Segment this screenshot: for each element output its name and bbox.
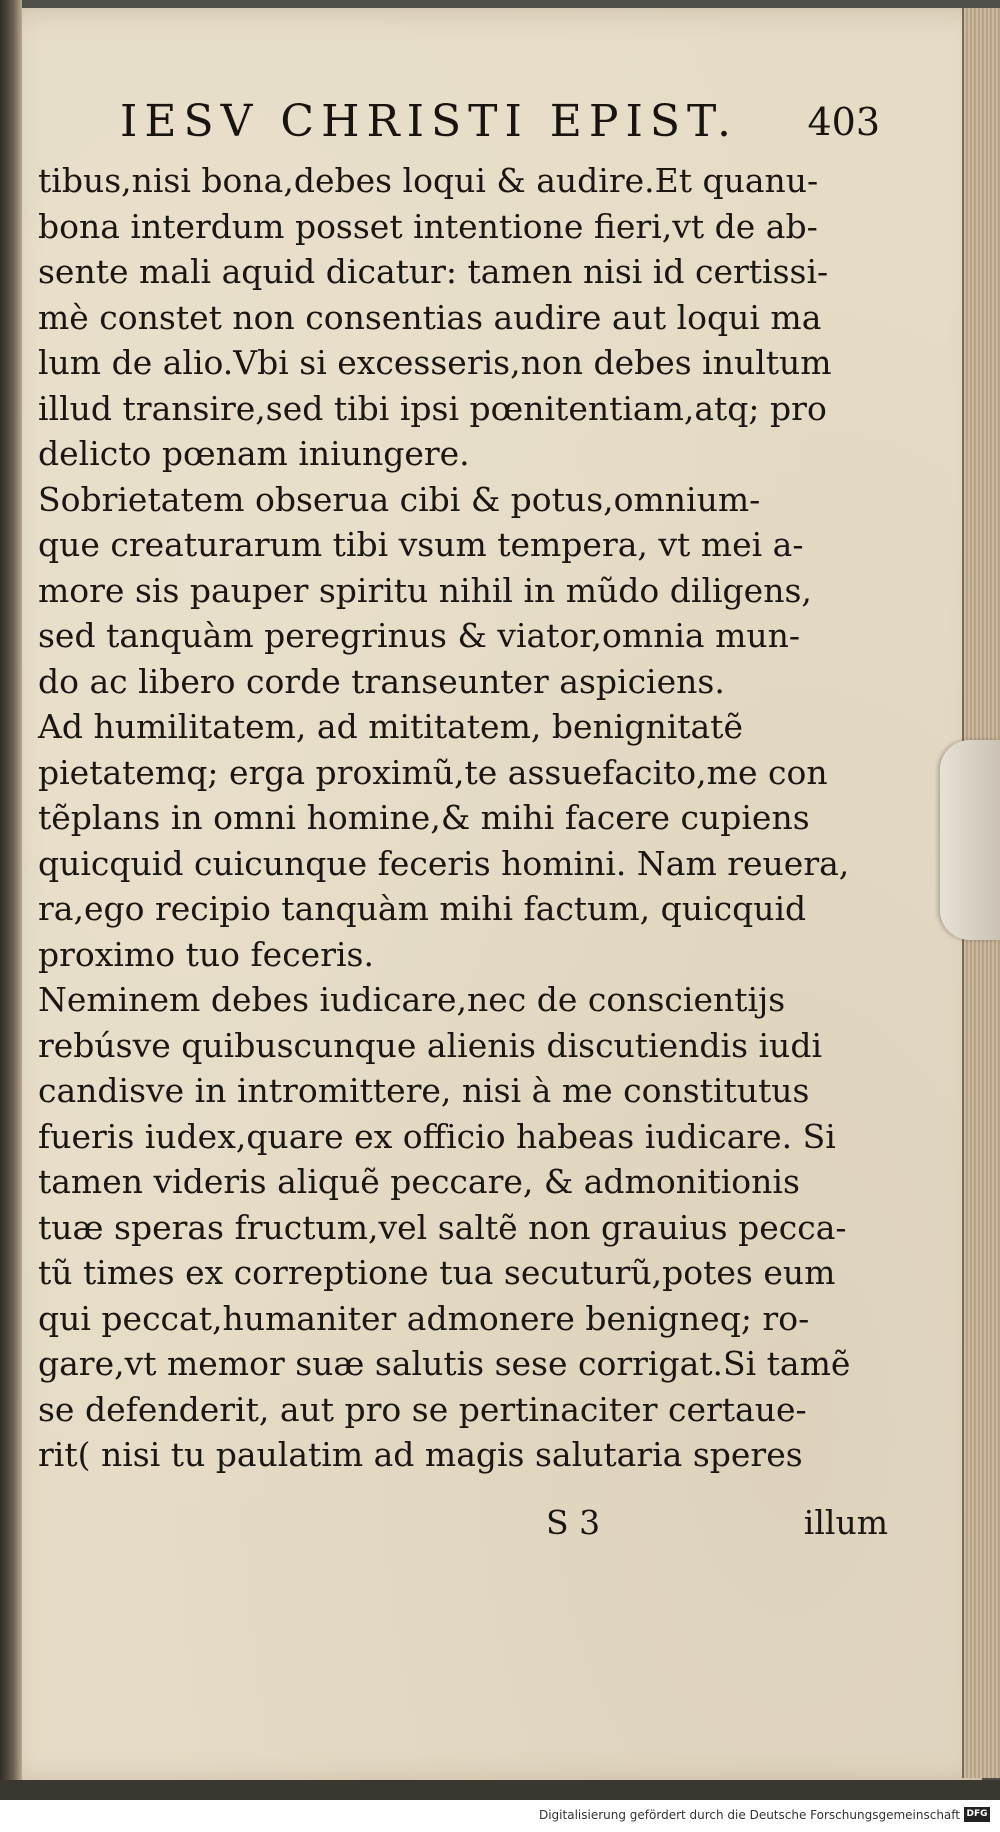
text-line: Neminem debes iudicare,nec de conscientijs: [38, 980, 786, 1019]
text-line: rit( nisi tu paulatim ad magis salutaria speres: [38, 1435, 803, 1474]
text-line: mè constet non consentias audire aut loqui ma: [38, 297, 822, 337]
text-line: tuæ speras fructum,vel saltẽ non grauius pecca-: [38, 1207, 847, 1247]
text-line: candisve in intromittere, nisi à me constitutus: [38, 1071, 810, 1110]
text-line: proximo tuo feceris.: [38, 934, 374, 974]
text-line: Sobrietatem obserua cibi & potus,omnium-: [38, 479, 761, 519]
signature-line: [38, 1503, 888, 1549]
gutter-shadow: [0, 0, 22, 1800]
page-number: 403: [807, 100, 880, 144]
text-line: illud transire,sed tibi ipsi pœnitentiam,atq; pro: [38, 388, 827, 428]
dfg-logo: DFG: [964, 1807, 990, 1822]
text-line: gare,vt memor suæ salutis sese corrigat.Si tamẽ: [38, 1344, 851, 1383]
text-line: tamen videris aliquẽ peccare, & admonitionis: [38, 1162, 800, 1201]
text-line: fueris iudex,quare ex officio habeas iudicare. Si: [38, 1116, 836, 1156]
text-line: do ac libero corde transeunter aspiciens.: [38, 661, 725, 701]
funding-credit: Digitalisierung gefördert durch die Deutsche Forschungsgemeinschaft: [538, 1808, 960, 1822]
text-line: rebúsve quibuscunque alienis discutiendis iudi: [38, 1025, 822, 1065]
text-line: sed tanquàm peregrinus & viator,omnia mun-: [38, 616, 801, 655]
text-line: ra,ego recipio tanquàm mihi factum, quicquid: [38, 889, 807, 928]
running-title: IESV CHRISTI EPIST.: [120, 96, 738, 147]
text-line: delicto pœnam iniungere.: [38, 434, 470, 473]
footer-bar: [0, 1800, 1000, 1832]
text-line: tẽplans in omni homine,& mihi facere cupiens: [38, 798, 810, 837]
text-line: tũ times ex correptione tua secuturũ,potes eum: [38, 1253, 836, 1292]
text-line: quicquid cuicunque feceris homini. Nam reuera,: [38, 843, 850, 883]
bottom-edge: [0, 1780, 1000, 1800]
text-line: se defenderit, aut pro se pertinaciter certaue-: [38, 1389, 807, 1429]
text-line: sente mali aquid dicatur: tamen nisi id certissi-: [38, 252, 829, 291]
text-line: bona interdum posset intentione fieri,vt de ab-: [38, 206, 818, 246]
text-line: pietatemq; erga proximũ,te assuefacito,me con: [38, 752, 828, 792]
body-text: [38, 158, 888, 1478]
text-line: Ad humilitatem, ad mititatem, benignitatẽ: [38, 707, 743, 746]
page-header: [120, 96, 880, 156]
signature-mark: S 3: [546, 1503, 601, 1542]
thumb-tab: [940, 740, 1000, 940]
text-line: lum de alio.Vbi si excesseris,non debes inultum: [38, 343, 832, 382]
catchword: illum: [803, 1503, 888, 1542]
text-line: more sis pauper spiritu nihil in mũdo diligens,: [38, 570, 812, 610]
text-line: qui peccat,humaniter admonere benigneq; ro-: [38, 1298, 810, 1338]
book-page: [10, 8, 982, 1783]
text-line: tibus,nisi bona,debes loqui & audire.Et quanu-: [38, 161, 819, 200]
text-line: que creaturarum tibi vsum tempera, vt mei a-: [38, 525, 804, 564]
